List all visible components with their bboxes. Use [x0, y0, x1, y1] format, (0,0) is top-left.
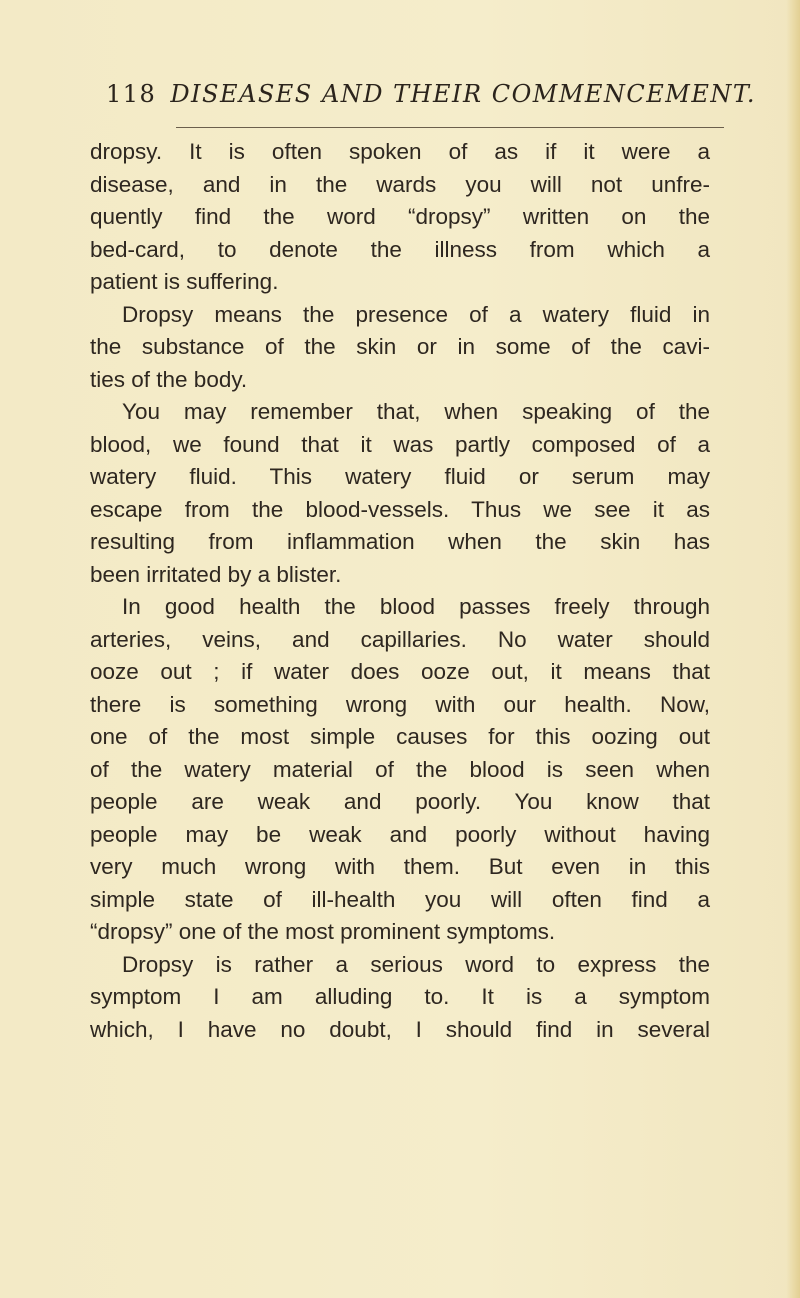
- text-line: “dropsy” one of the most prominent symptoms.: [90, 919, 556, 944]
- page-number: 118: [106, 80, 157, 108]
- text-line: people are weak and poorly. You know that: [90, 789, 710, 814]
- text-line: been irritated by a blister.: [90, 561, 342, 587]
- running-title: DISEASES AND THEIR COMMENCEMENT.: [170, 80, 756, 108]
- body-text: [90, 136, 710, 1046]
- text-line: escape from the blood-vessels. Thus we see it as: [90, 496, 710, 522]
- text-line: there is something wrong with our health. Now,: [90, 691, 710, 717]
- text-line: very much wrong with them. But even in this: [90, 854, 710, 879]
- text-line: disease, and in the wards you will not unfre-: [90, 171, 710, 197]
- page-header: [106, 80, 756, 120]
- text-line: patient is suffering.: [90, 269, 279, 294]
- text-line: symptom I am alluding to. It is a symptom: [90, 984, 710, 1009]
- text-line: of the watery material of the blood is seen when: [90, 756, 710, 782]
- text-line: ooze out ; if water does ooze out, it means that: [90, 659, 710, 684]
- text-line: which, I have no doubt, I should find in several: [90, 1016, 710, 1042]
- text-line: people may be weak and poorly without having: [90, 821, 710, 847]
- text-line: dropsy. It is often spoken of as if it were a: [90, 139, 710, 164]
- text-line: Dropsy means the presence of a watery fluid in: [122, 301, 710, 327]
- text-line: watery fluid. This watery fluid or serum may: [90, 464, 710, 489]
- text-line: one of the most simple causes for this oozing out: [90, 724, 710, 749]
- text-line: simple state of ill-health you will often find a: [90, 886, 710, 912]
- header-rule: [176, 127, 724, 128]
- text-line: Dropsy is rather a serious word to express the: [122, 951, 710, 977]
- text-line: blood, we found that it was partly composed of a: [90, 431, 710, 457]
- text-line: ties of the body.: [90, 366, 248, 392]
- text-line: quently find the word “dropsy” written on the: [90, 204, 710, 229]
- page-edge: [786, 0, 800, 1298]
- text-line: arteries, veins, and capillaries. No water should: [90, 626, 710, 652]
- text-line: You may remember that, when speaking of the: [122, 399, 710, 424]
- text-line: In good health the blood passes freely through: [122, 594, 710, 619]
- text-line: the substance of the skin or in some of the cavi-: [90, 334, 710, 359]
- text-line: resulting from inflammation when the skin has: [90, 529, 710, 554]
- text-line: bed-card, to denote the illness from which a: [90, 236, 710, 262]
